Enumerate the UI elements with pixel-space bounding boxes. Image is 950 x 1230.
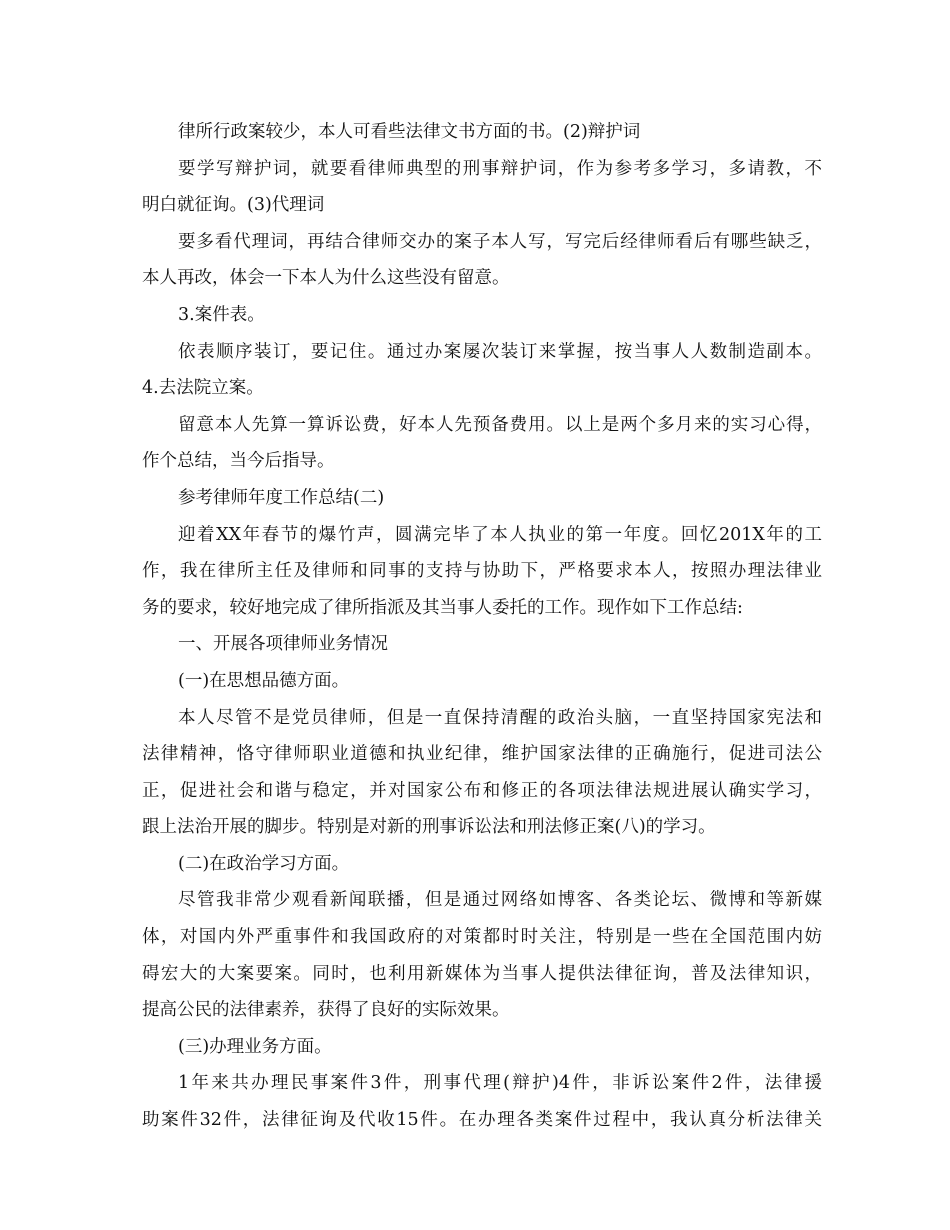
section-heading: 一、开展各项律师业务情况 [178, 634, 388, 655]
subsection-heading: (三)办理业务方面。 [178, 1036, 332, 1057]
subsection-heading: (二)在政治学习方面。 [178, 853, 350, 874]
document-body [142, 114, 822, 1139]
paragraph-line: 法律精神，恪守律师职业道德和执业纪律，维护国家法律的正确施行，促进司法公 [142, 744, 822, 765]
paragraph-line: 1年来共办理民事案件3件，刑事代理(辩护)4件，非诉讼案件2件，法律援 [178, 1073, 822, 1094]
paragraph-line: 助案件32件，法律征询及代收15件。在办理各类案件过程中，我认真分析法律关 [142, 1110, 822, 1131]
paragraph-line: 要多看代理词，再结合律师交办的案子本人写，写完后经律师看后有哪些缺乏， [178, 231, 822, 252]
paragraph-line: 碍宏大的大案要案。同时，也利用新媒体为当事人提供法律征询，普及法律知识， [142, 963, 822, 984]
paragraph-line: 务的要求，较好地完成了律所指派及其当事人委托的工作。现作如下工作总结: [142, 597, 743, 618]
paragraph-line: 3.案件表。 [178, 304, 265, 325]
subsection-heading: (一)在思想品德方面。 [178, 670, 350, 691]
paragraph-line: 依表顺序装订，要记住。通过办案屡次装订来掌握，按当事人人数制造副本。 [178, 341, 822, 362]
paragraph-line: 尽管我非常少观看新闻联播，但是通过网络如博客、各类论坛、微博和等新媒 [178, 890, 822, 911]
paragraph-line: 正，促进社会和谐与稳定，并对国家公布和修正的各项法律法规进展认确实学习， [142, 780, 822, 801]
paragraph-line: 明白就征询。(3)代理词 [142, 195, 325, 216]
paragraph-line: 4.去法院立案。 [142, 378, 264, 399]
paragraph-line: 迎着XX年春节的爆竹声，圆满完毕了本人执业的第一年度。回忆201X年的工 [178, 524, 822, 545]
paragraph-line: 体，对国内外严重事件和我国政府的对策都时时关注，特别是一些在全国范围内妨 [142, 927, 822, 948]
paragraph-line: 本人尽管不是党员律师，但是一直保持清醒的政治头脑，一直坚持国家宪法和 [178, 707, 822, 728]
section-heading: 参考律师年度工作总结(二) [178, 487, 385, 508]
paragraph-line: 留意本人先算一算诉讼费，好本人先预备费用。以上是两个多月来的实习心得， [178, 414, 822, 435]
paragraph-line: 律所行政案较少，本人可看些法律文书方面的书。(2)辩护词 [178, 122, 641, 142]
paragraph-line: 跟上法治开展的脚步。特别是对新的刑事诉讼法和刑法修正案(八)的学习。 [142, 817, 716, 838]
paragraph-line: 本人再改，体会一下本人为什么这些没有留意。 [142, 268, 510, 289]
paragraph-line: 要学写辩护词，就要看律师典型的刑事辩护词，作为参考多学习，多请教，不 [178, 158, 822, 179]
paragraph-line: 提高公民的法律素养，获得了良好的实际效果。 [142, 1000, 510, 1021]
paragraph-line: 作个总结，当今后指导。 [142, 451, 335, 472]
paragraph-line: 作，我在律所主任及律师和同事的支持与协助下，严格要求本人，按照办理法律业 [142, 561, 822, 582]
